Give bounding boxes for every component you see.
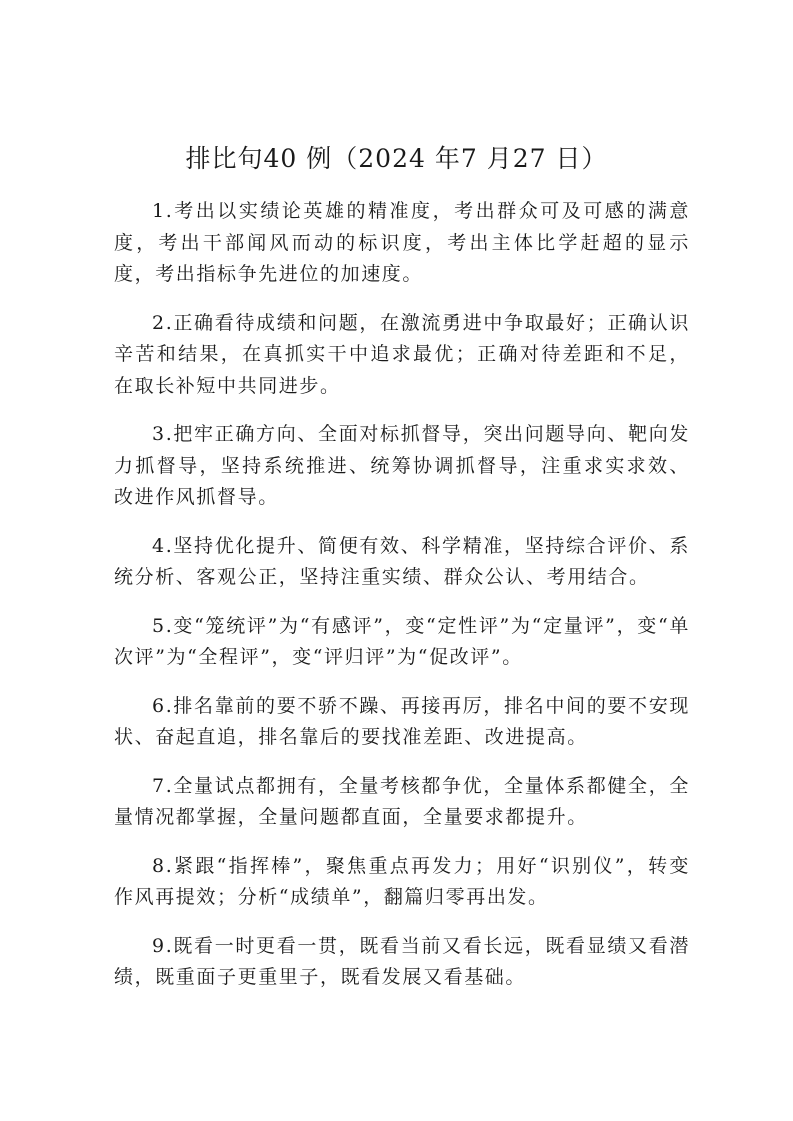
paragraph-6: 6.排名靠前的要不骄不躁、再接再厉，排名中间的要不安现状、奋起直追，排名靠后的要找准差距、改进提高。: [114, 694, 690, 748]
document-title: 排比句40 例（2024 年7 月27 日）: [185, 144, 608, 173]
paragraph-1: 1.考出以实绩论英雄的精准度，考出群众可及可感的满意度，考出干部闻风而动的标识度，考出主体比学赶超的显示度，考出指标争先进位的加速度。: [114, 200, 690, 285]
paragraph-7: 7.全量试点都拥有，全量考核都争优，全量体系都健全，全量情况都掌握，全量问题都直面，全量要求都提升。: [114, 774, 690, 828]
paragraph-5: 5.变“笼统评”为“有感评”，变“定性评”为“定量评”，变“单次评”为“全程评”，变“评归评”为“促改评”。: [114, 614, 690, 668]
paragraph-4: 4.坚持优化提升、简便有效、科学精准，坚持综合评价、系统分析、客观公正，坚持注重实绩、群众公认、考用结合。: [114, 534, 690, 588]
paragraph-9: 9.既看一时更看一贯，既看当前又看长远，既看显绩又看潜绩，既重面子更重里子，既看发展又看基础。: [114, 934, 690, 988]
paragraph-3: 3.把牢正确方向、全面对标抓督导，突出问题导向、靶向发力抓督导，坚持系统推进、统筹协调抓督导，注重求实求效、改进作风抓督导。: [114, 423, 690, 508]
paragraph-8: 8.紧跟“指挥棒”，聚焦重点再发力；用好“识别仪”，转变作风再提效；分析“成绩单”，翻篇归零再出发。: [114, 854, 690, 908]
document-body: [114, 196, 690, 1011]
paragraph-2: 2.正确看待成绩和问题，在激流勇进中争取最好；正确认识辛苦和结果，在真抓实干中追求最优；正确对待差距和不足，在取长补短中共同进步。: [114, 311, 690, 397]
